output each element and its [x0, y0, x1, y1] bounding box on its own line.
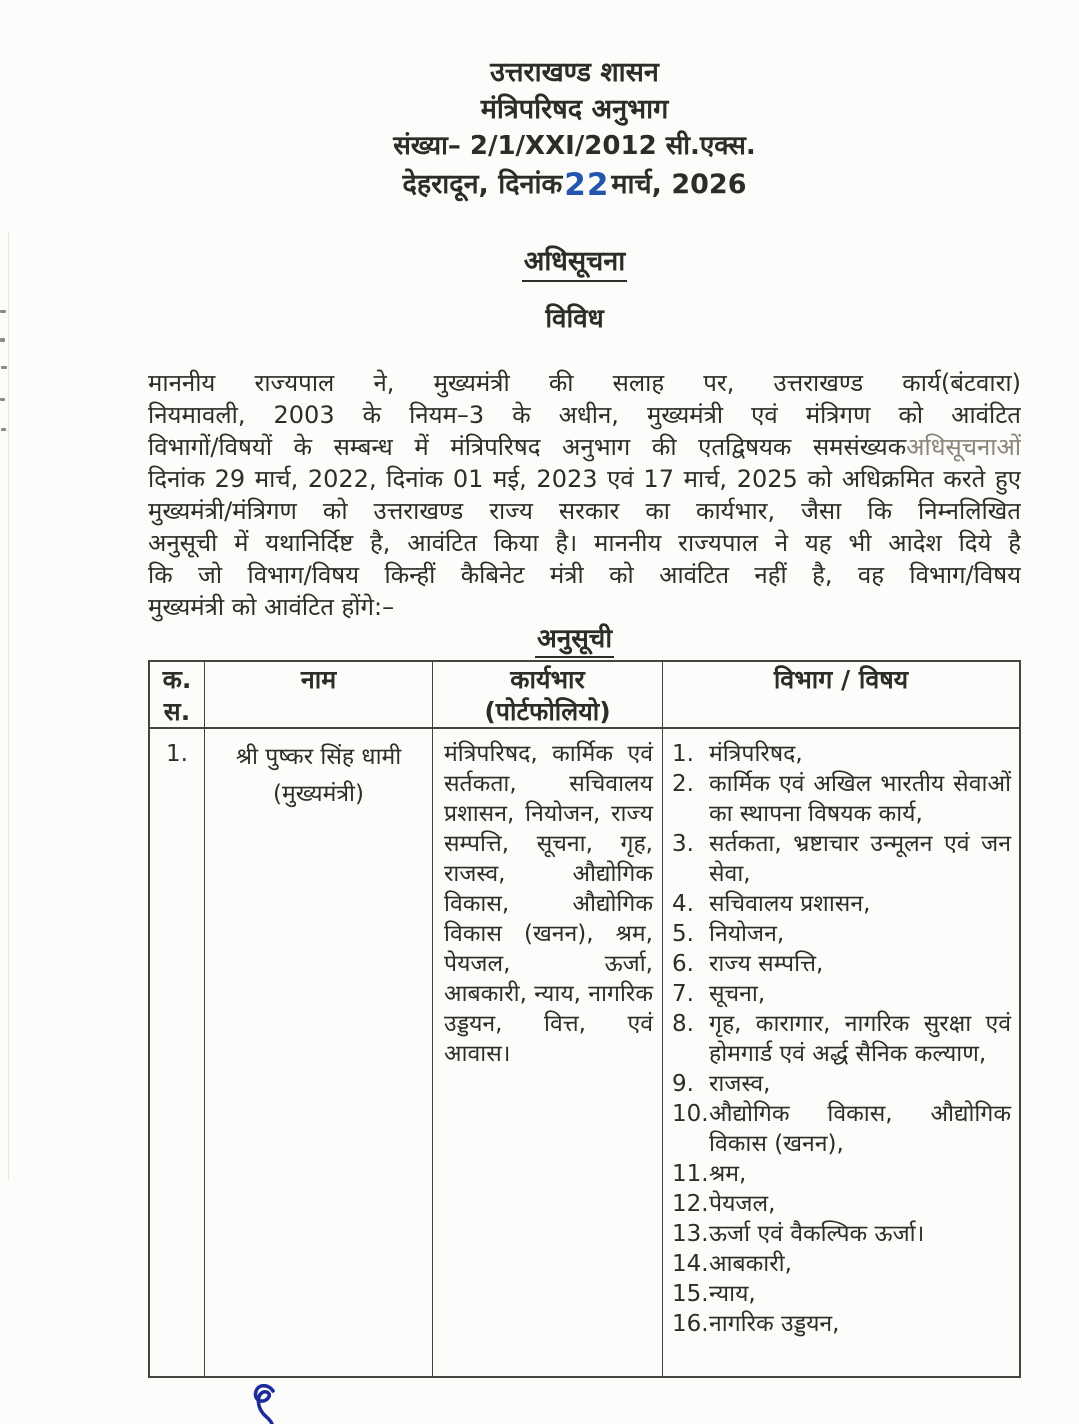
department-text: सूचना, — [709, 981, 766, 1007]
department-text: राज्य सम्पत्ति, — [709, 951, 824, 977]
schedule-title-row — [148, 624, 1021, 658]
header-name: नाम — [205, 662, 433, 727]
department-item — [672, 739, 1011, 769]
org-name: उत्तराखण्ड शासन — [490, 57, 659, 88]
department-item — [672, 1309, 1011, 1339]
department-text: मंत्रिपरिषद, — [709, 741, 803, 767]
notification-subtitle: विविध — [545, 304, 604, 334]
department-item — [672, 1189, 1011, 1219]
body-paragraph — [148, 367, 1021, 623]
department-item — [672, 769, 1011, 829]
department-number: 9. — [672, 1071, 694, 1097]
department-number: 11. — [672, 1161, 709, 1187]
cell-departments — [663, 729, 1019, 1378]
header-departments: विभाग / विषय — [773, 665, 909, 694]
department-text: औद्योगिक विकास, औद्योगिक विकास (खनन), — [709, 1101, 1011, 1157]
department-text: सर्तकता, भ्रष्टाचार उन्मूलन एवं जन सेवा, — [709, 831, 1011, 887]
paragraph-faded-word: अधिसूचनाओं — [906, 433, 1021, 461]
department-text: राजस्व, — [709, 1071, 771, 1097]
department-text: पेयजल, — [709, 1191, 776, 1217]
header-portfolio-line1: कार्यभार — [510, 665, 585, 694]
paragraph-line-text: अनुसूची में यथानिर्दिष्ट है, आवंटित किया है। माननीय राज्यपाल ने यह भी आदेश दिये है — [148, 529, 1021, 557]
department-text: सचिवालय प्रशासन, — [709, 891, 871, 917]
department-number: 3. — [672, 831, 694, 857]
paragraph-line — [148, 367, 1021, 399]
scan-artifact — [1, 366, 7, 369]
department-text: न्याय, — [709, 1281, 756, 1307]
paragraph-line-text: माननीय राज्यपाल ने, मुख्यमंत्री की सलाह पर, उत्तराखण्ड कार्य(बंटवारा) — [148, 369, 1021, 397]
schedule-table — [148, 660, 1021, 1378]
schedule-title: अनुसूची — [535, 624, 614, 658]
department-item — [672, 889, 1011, 919]
department-text: श्रम, — [709, 1161, 747, 1187]
header-portfolio — [433, 662, 663, 727]
place-date-line — [148, 165, 1001, 203]
department-text: आबकारी, — [709, 1251, 792, 1277]
department-number: 2. — [672, 771, 694, 797]
date-suffix: मार्च, 2026 — [611, 169, 747, 200]
department-number: 16. — [672, 1311, 709, 1337]
department-number: 4. — [672, 891, 694, 917]
paragraph-line — [148, 431, 1021, 463]
department-number: 5. — [672, 921, 694, 947]
department-number: 1. — [672, 741, 694, 767]
department-number: 8. — [672, 1011, 694, 1037]
cell-name — [205, 729, 433, 1378]
paragraph-line-text: कि जो विभाग/विषय किन्हीं कैबिनेट मंत्री को आवंटित नहीं है, वह विभाग/विषय — [148, 561, 1021, 589]
letterhead — [148, 0, 1021, 203]
header-serial-line2: स. — [163, 697, 191, 726]
department-item — [672, 1069, 1011, 1099]
department-number: 6. — [672, 951, 694, 977]
department-number: 10. — [672, 1101, 709, 1127]
header-serial-line1: क. — [162, 665, 192, 694]
department-item — [672, 1099, 1011, 1159]
paragraph-line — [148, 591, 1021, 623]
department-item — [672, 1219, 1011, 1249]
department-text: गृह, कारागार, नागरिक सुरक्षा एवं होमगार्ड एवं अर्द्ध सैनिक कल्याण, — [709, 1011, 1011, 1067]
department-number: 13. — [672, 1221, 709, 1247]
department-text: नियोजन, — [709, 921, 785, 947]
department-item — [672, 1279, 1011, 1309]
date-prefix: देहरादून, दिनांक — [402, 169, 563, 200]
paragraph-line-text: दिनांक 29 मार्च, 2022, दिनांक 01 मई, 2023 एवं 17 मार्च, 2025 को अधिक्रमित करते हुए — [148, 465, 1021, 493]
scan-artifact — [0, 338, 5, 342]
table-row — [150, 729, 1019, 1378]
department-number: 15. — [672, 1281, 709, 1307]
paragraph-line-text: मुख्यमंत्री/मंत्रिगण को उत्तराखण्ड राज्य सरकार का कार्यभार, जैसा कि निम्नलिखित — [148, 497, 1021, 525]
paragraph-line-text: मुख्यमंत्री को आवंटित होंगे:– — [148, 593, 395, 621]
department-text: कार्मिक एवं अखिल भारतीय सेवाओं का स्थापना विषयक कार्य, — [709, 771, 1011, 827]
header-portfolio-line2: (पोर्टफोलियो) — [484, 697, 611, 726]
paragraph-line — [148, 495, 1021, 527]
paragraph-line — [148, 399, 1021, 431]
department-item — [672, 949, 1011, 979]
paragraph-line-text: विभागों/विषयों के सम्बन्ध में मंत्रिपरिषद अनुभाग की एतद्विषयक समसंख्यक — [148, 433, 907, 461]
cell-portfolio: मंत्रिपरिषद, कार्मिक एवं सर्तकता, सचिवालय प्रशासन, नियोजन, राज्य सम्पत्ति, सूचना, गृह, राजस्व, औद्योगिक विकास, औद्योगिक विकास (खनन), श्रम, पेयजल, ऊर्जा, आबकारी, न्याय, नागरिक उड्डयन, वित्त, एवं आवास। — [433, 729, 663, 1378]
department-item — [672, 1159, 1011, 1189]
department-item — [672, 979, 1011, 1009]
table-header-row — [150, 662, 1019, 729]
paragraph-line — [148, 527, 1021, 559]
paragraph-line-text: नियमावली, 2003 के नियम–3 के अधीन, मुख्यमंत्री एवं मंत्रिगण को आवंटित — [148, 401, 1021, 429]
notification-title: अधिसूचना — [522, 247, 628, 282]
department-item — [672, 829, 1011, 889]
scan-artifact — [0, 310, 6, 313]
department-number: 12. — [672, 1191, 709, 1217]
paragraph-line — [148, 559, 1021, 591]
section-name: मंत्रिपरिषद अनुभाग — [480, 94, 669, 125]
scan-artifact — [0, 398, 5, 401]
notification-title-row — [148, 247, 1021, 282]
signature-ink-icon — [243, 1384, 289, 1424]
cell-serial: 1. — [150, 729, 205, 1378]
department-item — [672, 1249, 1011, 1279]
handwritten-day: 22 — [564, 167, 610, 203]
scan-artifact — [1, 428, 6, 431]
department-number: 7. — [672, 981, 694, 1007]
department-item — [672, 919, 1011, 949]
department-number: 14. — [672, 1251, 709, 1277]
header-serial — [150, 662, 205, 727]
department-text: नागरिक उड्डयन, — [709, 1311, 840, 1337]
department-text: ऊर्जा एवं वैकल्पिक ऊर्जा। — [709, 1221, 925, 1247]
minister-designation: (मुख्यमंत्री) — [273, 781, 364, 807]
department-item — [672, 1009, 1011, 1069]
paragraph-line — [148, 463, 1021, 495]
scan-edge-line — [8, 232, 9, 1180]
minister-name: श्री पुष्कर सिंह धामी — [235, 744, 402, 770]
reference-number: संख्या– 2/1/XXI/2012 सी.एक्स. — [393, 131, 756, 161]
